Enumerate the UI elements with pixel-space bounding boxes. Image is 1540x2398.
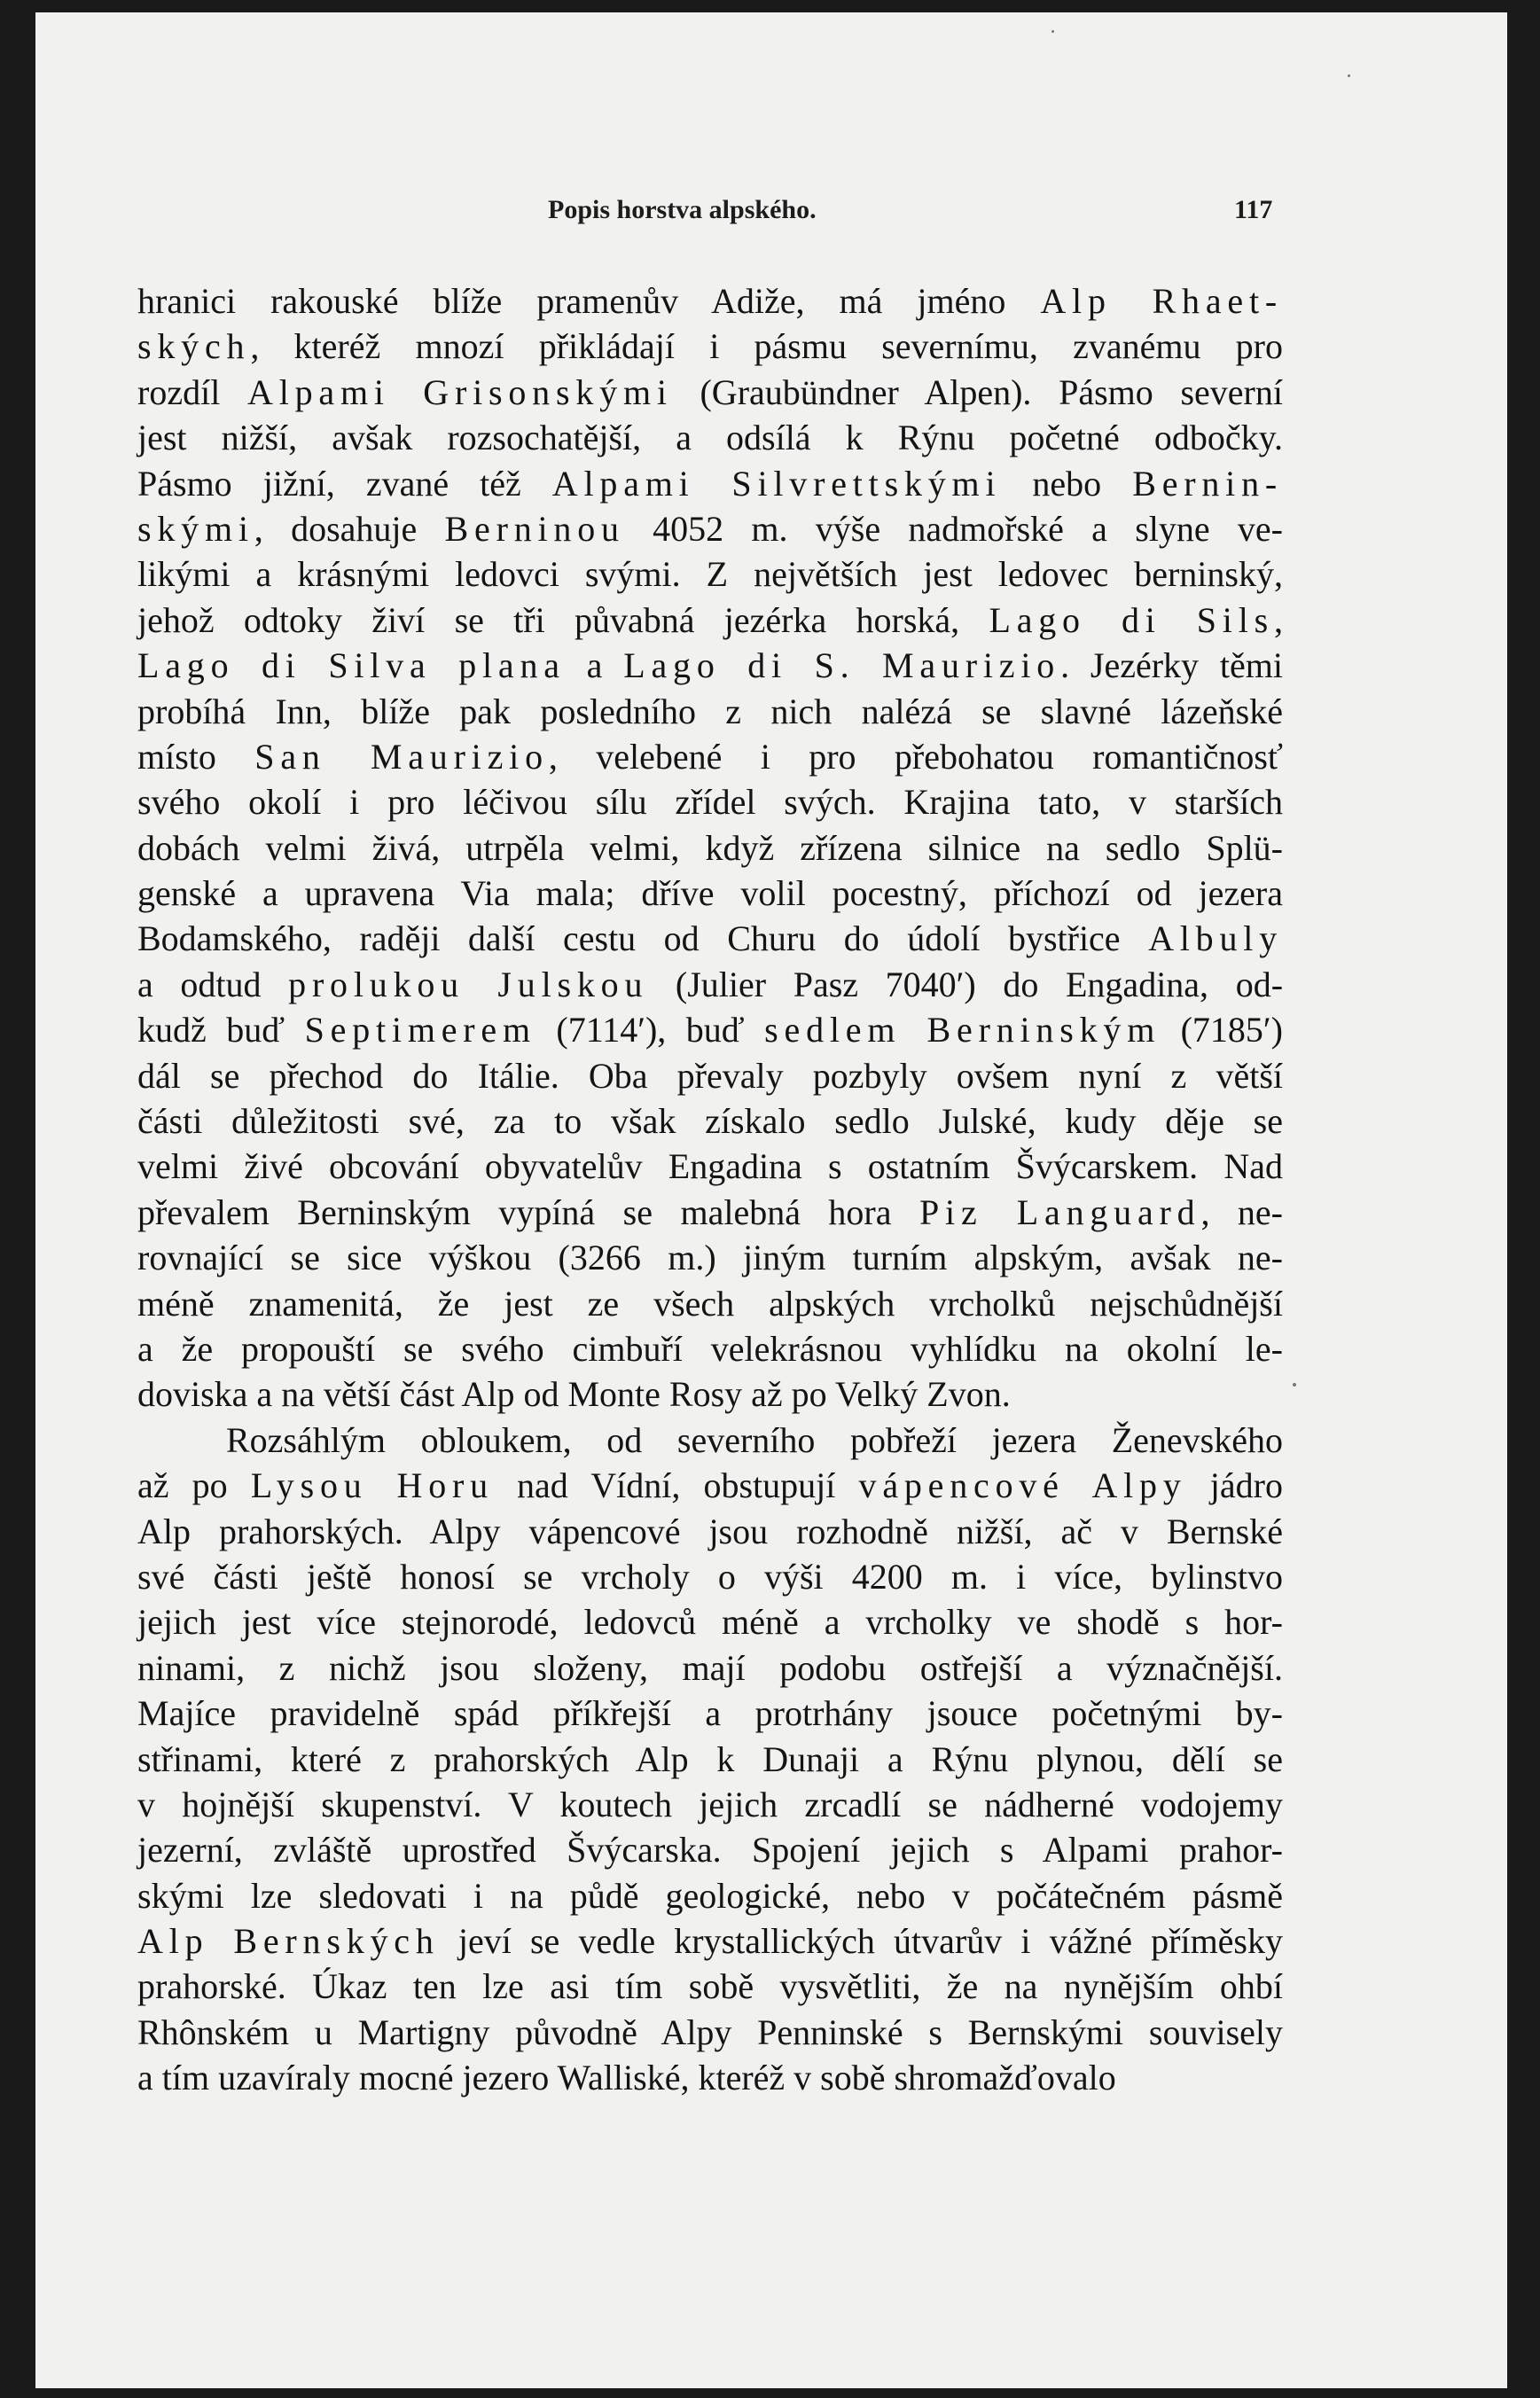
text-line <box>137 1007 1283 1052</box>
text-line <box>137 1509 1283 1554</box>
spaced-term: skými <box>137 508 254 549</box>
spaced-term: Lysou Horu <box>250 1465 494 1506</box>
text-line <box>137 1599 1283 1644</box>
text-line <box>137 962 1283 1007</box>
text-run: jádro <box>1186 1465 1283 1506</box>
text-run: velmi živé obcování obyvatelův Engadina s ostatním Švýcarskem. Nad <box>137 1146 1283 1187</box>
text-line <box>137 2010 1283 2055</box>
spaced-term: Alp Rhaet- <box>1040 281 1283 321</box>
text-line <box>137 2055 1283 2100</box>
text-line <box>137 1737 1283 1782</box>
text-run: střinami, které z prahorských Alp k Dunaji a Rýnu plynou, dělí se <box>137 1738 1283 1779</box>
text-run: a <box>565 645 624 686</box>
text-run: a tím uzavíraly mocné jezero Walliské, kteréž v sobě shromažďovalo <box>137 2058 1116 2098</box>
text-run: svého okolí i pro léčivou sílu zřídel svých. Krajina tato, v starších <box>137 782 1283 823</box>
text-line <box>137 734 1283 779</box>
text-run: probíhá Inn, blíže pak posledního z nich nalézá se slavné lázeňské <box>137 691 1283 731</box>
text-line <box>137 1782 1283 1827</box>
text-run: až po <box>137 1465 251 1506</box>
text-run: (7114′), buď <box>535 1010 765 1051</box>
text-line <box>137 643 1283 688</box>
text-run: jejich jest více stejnorodé, ledovců méně a vrcholky ve shodě s hor- <box>137 1602 1283 1643</box>
text-run: své části ještě honosí se vrcholy o výši 4200 m. i více, bylinstvo <box>137 1556 1283 1597</box>
text-line <box>137 916 1283 961</box>
spaced-term: vápencové Alpy <box>858 1465 1187 1506</box>
text-run: převalem Berninským vypíná se malebná hora <box>137 1191 919 1232</box>
text-run: skými lze sledovati i na půdě geologické, nebo v počátečném pásmě <box>137 1875 1283 1916</box>
text-line <box>137 551 1283 597</box>
paper-speck <box>1051 30 1054 33</box>
text-line <box>137 370 1283 415</box>
text-run: 4052 m. výše nadmořské a slyne ve- <box>624 508 1283 549</box>
text-run: Rhônském u Martigny původně Alpy Penninské s Bernskými souvisely <box>137 2011 1283 2052</box>
text-run: Alp prahorských. Alpy vápencové jsou rozhodně nižší, ač v Bernské <box>137 1511 1283 1551</box>
spaced-term: Berninou <box>444 508 625 549</box>
text-run: jehož odtoky živí se tři půvabná jezérka horská, <box>137 599 989 640</box>
text-run: , kteréž mnozí přikládají i pásmu severnímu, zvanému pro <box>250 326 1283 367</box>
spaced-term: San Maurizio <box>254 736 549 777</box>
text-line <box>137 1326 1283 1371</box>
paper-speck <box>1348 74 1350 77</box>
text-line <box>137 1418 1283 1463</box>
text-line <box>137 1827 1283 1872</box>
spaced-term: prolukou Julskou <box>288 964 649 1004</box>
spaced-term: ských <box>137 326 251 367</box>
book-page <box>35 12 1507 2388</box>
text-run: , velebené i pro přebohatou romantičnosť <box>548 736 1284 777</box>
text-run: doviska a na větší část Alp od Monte Rosy až po Velký Zvon. <box>137 1374 1011 1415</box>
page-number: 117 <box>1234 195 1273 224</box>
text-line <box>137 415 1283 460</box>
spaced-term: Piz Languard <box>919 1191 1201 1232</box>
text-run: (7185′) <box>1161 1010 1283 1051</box>
text-line <box>137 871 1283 916</box>
text-run: rovnající se sice výškou (3266 m.) jiným turním alpským, avšak ne- <box>137 1238 1283 1278</box>
text-run: jeví se vedle krystallických útvarův i vážné příměsky <box>439 1921 1283 1962</box>
text-line <box>137 278 1283 324</box>
text-line <box>137 1964 1283 2009</box>
text-run: jezerní, zvláště uprostřed Švýcarska. Spojení jejich s Alpami prahor- <box>137 1830 1283 1871</box>
text-run: , dosahuje <box>254 508 445 549</box>
text-run: jest nižší, avšak rozsochatější, a odsílá k Rýnu početné odbočky. <box>137 418 1283 458</box>
text-run: prahorské. Úkaz ten lze asi tím sobě vysvětliti, že na nynějším ohbí <box>137 1966 1283 2007</box>
text-line <box>137 1144 1283 1189</box>
text-line <box>137 598 1283 643</box>
text-run: a odtud <box>137 964 289 1004</box>
spaced-term: Alpami Silvrettskými <box>551 463 1002 504</box>
text-line <box>137 825 1283 871</box>
spaced-term: Septimerem <box>304 1010 536 1051</box>
text-run: rozdíl <box>137 371 248 412</box>
text-line <box>137 1098 1283 1144</box>
text-run: nad Vídní, obstupují <box>493 1465 859 1506</box>
text-line <box>137 1645 1283 1691</box>
text-line <box>137 1873 1283 1918</box>
body-text <box>137 278 1283 2101</box>
spaced-term: Alpami Grisonskými <box>247 371 673 412</box>
text-line <box>137 779 1283 824</box>
text-run: a že propouští se svého cimbuří velekrásnou vyhlídku na okolní le- <box>137 1328 1283 1369</box>
text-run: místo <box>137 736 255 777</box>
text-run: méně znamenitá, že jest ze všech alpských vrcholků nejschůdnější <box>137 1283 1283 1324</box>
text-run: (Julier Pasz 7040′) do Engadina, od- <box>648 964 1284 1004</box>
text-run: , ne- <box>1200 1191 1284 1232</box>
text-line <box>137 1281 1283 1326</box>
text-run: nebo <box>1001 463 1133 504</box>
text-line <box>137 689 1283 734</box>
text-line <box>137 1190 1283 1235</box>
text-run: hranici rakouské blíže pramenův Adiže, má jméno <box>137 281 1041 321</box>
text-run: (Graubündner Alpen). Pásmo severní <box>672 371 1283 412</box>
text-line <box>137 1463 1283 1508</box>
spaced-term: Alp Bernských <box>137 1921 440 1962</box>
text-line <box>137 1371 1283 1417</box>
text-run: Pásmo jižní, zvané též <box>137 463 552 504</box>
spaced-term: Lago di Sils <box>989 599 1274 640</box>
text-run: v hojnější skupenství. V koutech jejich zrcadlí se nádherné vodojemy <box>137 1784 1283 1824</box>
text-run: , <box>1273 599 1283 640</box>
text-line <box>137 1691 1283 1736</box>
spaced-term: sedlem Berninským <box>764 1010 1161 1051</box>
spaced-term: Bernin- <box>1132 463 1284 504</box>
text-line <box>137 461 1283 506</box>
text-run: dobách velmi živá, utrpěla velmi, když zřízena silnice na sedlo Splü- <box>137 827 1283 868</box>
text-run: Majíce pravidelně spád příkřejší a protrhány jsouce početnými by- <box>137 1693 1283 1734</box>
text-run: kudž buď <box>137 1010 305 1051</box>
text-line <box>137 1053 1283 1098</box>
text-line <box>137 324 1283 369</box>
spaced-term: Lago di Silva plana <box>137 645 566 686</box>
text-line <box>137 1554 1283 1599</box>
text-run: likými a krásnými ledovci svými. Z největších jest ledovec berninský, <box>137 554 1283 595</box>
paper-speck <box>1293 1383 1296 1386</box>
running-title: Popis horstva alpského. <box>548 195 817 224</box>
spaced-term: Albuly <box>1148 918 1283 959</box>
spaced-term: Lago di S. Maurizio <box>623 645 1061 686</box>
text-line <box>137 1918 1283 1964</box>
text-run: části důležitosti své, za to však získalo sedlo Julské, kudy děje se <box>137 1101 1283 1142</box>
text-run: genské a upravena Via mala; dříve volil pocestný, příchozí od jezera <box>137 873 1283 914</box>
text-run: Rozsáhlým obloukem, od severního pobřeží jezera Ženevského <box>226 1419 1283 1460</box>
text-run: dál se přechod do Itálie. Oba převaly pozbyly ovšem nyní z větší <box>137 1055 1283 1096</box>
text-run: ninami, z nichž jsou složeny, mají podobu ostřejší a význačnější. <box>137 1647 1283 1688</box>
text-line <box>137 1235 1283 1280</box>
text-line <box>137 506 1283 551</box>
text-run: Bodamského, raději další cestu od Churu do údolí bystřice <box>137 918 1149 959</box>
running-header <box>35 186 1507 239</box>
text-run: . Jezérky těmi <box>1060 645 1283 686</box>
